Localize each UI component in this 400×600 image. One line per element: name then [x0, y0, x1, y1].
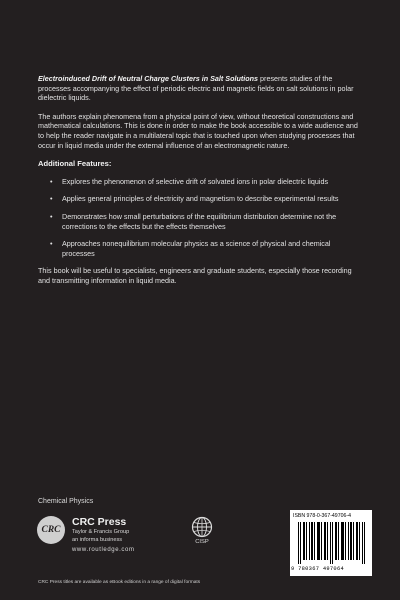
cisp-logo — [182, 516, 222, 545]
feature-text: Applies general principles of electricity and magnetism to describe experimental results — [62, 194, 339, 204]
feature-item — [38, 194, 364, 204]
feature-text: Approaches nonequilibrium molecular physics as a science of physical and chemical processes — [62, 239, 331, 258]
explanation-paragraph: The authors explain phenomena from a physical point of view, without theoretical constructions and mathematical calculations. This is done in order to make the book accessible to a wide audience and to help the reader navigate in a multilateral topic that is touched upon when studying processes that occur in liquid media under the external influence of an electromagnetic nature. — [38, 111, 358, 150]
feature-item — [38, 239, 364, 258]
book-title-italic: Electroinduced Drift of Neutral Charge Clusters in Salt Solutions — [38, 74, 259, 83]
bullet-icon: • — [50, 239, 53, 249]
publisher-group: Taylor & Francis Group — [72, 529, 130, 535]
intro-paragraph — [38, 74, 364, 103]
crc-logo-text: CRC — [41, 525, 61, 535]
closing-paragraph: This book will be useful to specialists, engineers and graduate students, especially those recording and transmitting information in liquid media. — [38, 266, 352, 285]
crc-logo-icon — [37, 516, 65, 544]
bullet-icon: • — [50, 176, 53, 186]
publisher-name: CRC Press — [72, 516, 127, 528]
bullet-icon: • — [50, 211, 53, 221]
isbn-barcode — [290, 510, 372, 576]
isbn-digits: 9 780367 497064 — [291, 566, 345, 572]
subject-category: Chemical Physics — [38, 498, 94, 505]
features-list — [38, 177, 364, 259]
isbn-label: ISBN 978-0-367-49706-4 — [293, 513, 351, 519]
publisher-block — [72, 517, 135, 554]
barcode-icon — [298, 522, 366, 564]
feature-text: Demonstrates how small perturbations of the equilibrium distribution determine not the corrections to the effects but the effects themselves — [62, 211, 337, 231]
feature-text: Explores the phenomenon of selective drift of solvated ions in polar dielectric liquids — [62, 176, 329, 186]
feature-item — [38, 177, 364, 187]
ebook-note: CRC Press titles are available as eBook editions in a range of digital formats — [38, 580, 201, 585]
intro-text: presents studies of the processes accompanying the effect of periodic electric and magnetic fields on salt solutions in polar dielectric liquids. — [38, 74, 354, 103]
publisher-url[interactable]: www.routledge.com — [72, 547, 135, 553]
feature-item — [38, 212, 364, 231]
back-cover-description — [38, 74, 364, 295]
globe-icon — [191, 516, 213, 538]
cisp-label: CISP — [195, 539, 209, 545]
publisher-tagline: an informa business — [72, 537, 123, 543]
features-heading: Additional Features: — [38, 159, 112, 169]
bullet-icon: • — [50, 194, 53, 204]
